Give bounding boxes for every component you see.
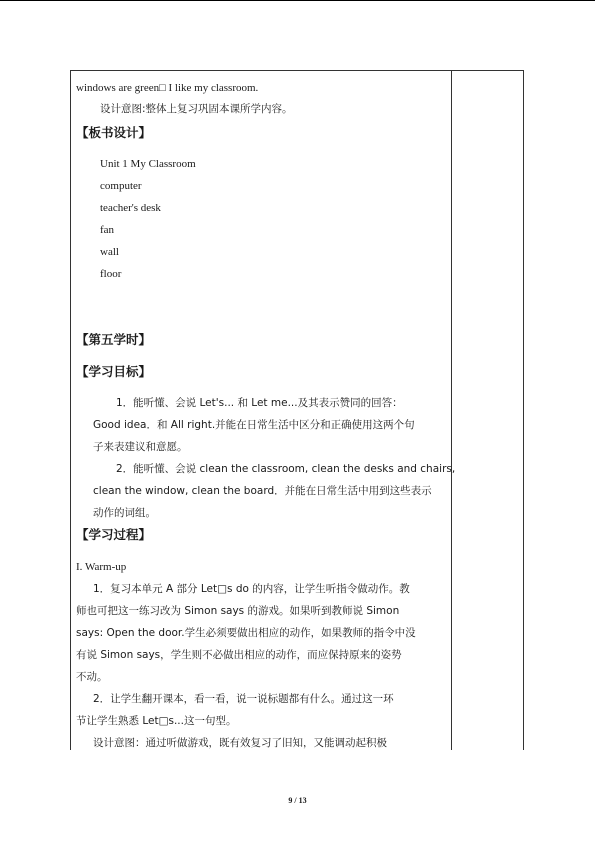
board-item: computer xyxy=(100,180,142,192)
process-line: 师也可把这一练习改为 Simon says 的游戏。如果听到教师说 Simon xyxy=(76,605,400,617)
goal-line: clean the window, clean the board．并能在日常生活中用到这些表示 xyxy=(93,485,432,497)
process-line: 节让学生熟悉 Let□s...这一句型。 xyxy=(76,715,237,727)
process-line: 不动。 xyxy=(76,671,108,683)
design-intent-line: 设计意图:整体上复习巩固本课所学内容。 xyxy=(100,103,293,115)
heading-fifth-period: 【第五学时】 xyxy=(76,332,152,347)
board-item: Unit 1 My Classroom xyxy=(100,158,196,170)
goal-line: 1．能听懂、会说 Let's... 和 Let me...及其表示赞同的回答： xyxy=(116,397,403,409)
table-column-divider xyxy=(451,70,452,750)
process-line: 2．让学生翻开课本，看一看，说一说标题都有什么。通过这一环 xyxy=(93,693,394,705)
heading-board-design: 【板书设计】 xyxy=(76,125,152,140)
page-number: 9 / 13 xyxy=(288,796,307,805)
text-line: windows are green□ I like my classroom. xyxy=(76,82,259,94)
board-item: fan xyxy=(100,224,115,236)
board-item: wall xyxy=(100,246,119,258)
process-line: 设计意图：通过听做游戏，既有效复习了旧知，又能调动起积极 xyxy=(93,737,387,749)
goal-line: 动作的词组。 xyxy=(93,507,156,519)
heading-learning-goals: 【学习目标】 xyxy=(76,364,152,379)
heading-learning-process: 【学习过程】 xyxy=(76,527,152,542)
process-line: says: Open the door.学生必须要做出相应的动作，如果教师的指令中没 xyxy=(76,627,416,639)
process-line: 1．复习本单元 A 部分 Let□s do 的内容，让学生听指令做动作。教 xyxy=(93,583,410,595)
goal-line: 2．能听懂、会说 clean the classroom, clean the desks and chairs, xyxy=(116,463,456,475)
section-label: I. Warm-up xyxy=(76,561,127,573)
page-top-rule xyxy=(0,0,595,1)
goal-line: 子来表建议和意愿。 xyxy=(93,441,188,453)
board-item: teacher's desk xyxy=(100,202,161,214)
process-line: 有说 Simon says，学生则不必做出相应的动作，而应保持原来的姿势 xyxy=(76,649,402,661)
goal-line: Good idea．和 All right.并能在日常生活中区分和正确使用这两个句 xyxy=(93,419,415,431)
board-item: floor xyxy=(100,268,122,280)
